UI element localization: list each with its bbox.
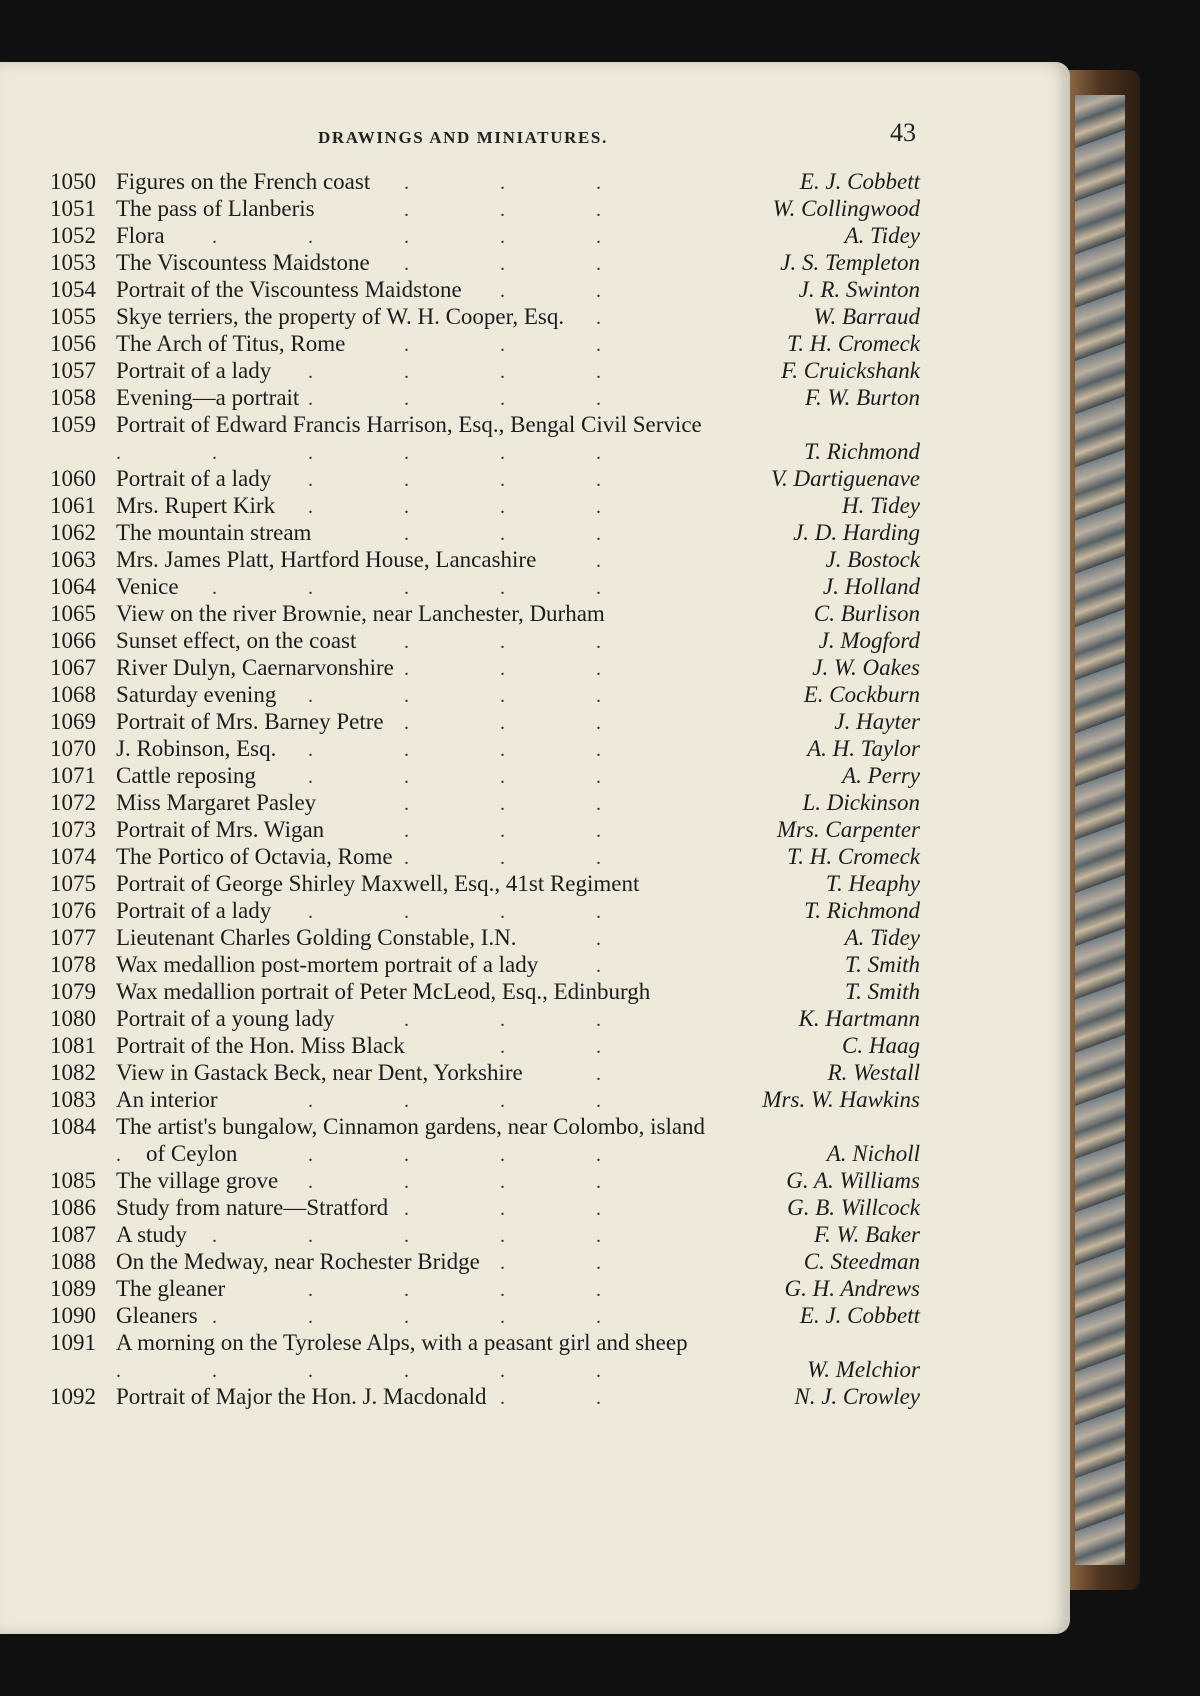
- catalogue-entry: [50, 411, 920, 438]
- marbled-edge: [1075, 95, 1125, 1565]
- catalogue-entry: [50, 303, 920, 330]
- entry-artist: J. S. Templeton: [772, 249, 920, 276]
- catalogue-entry: [50, 546, 920, 573]
- entry-number: 1083: [50, 1087, 96, 1112]
- catalogue-entry: [50, 330, 920, 357]
- running-title: DRAWINGS AND MINIATURES.: [318, 128, 608, 147]
- entry-title: View in Gastack Beck, near Dent, Yorkshire: [116, 1059, 529, 1086]
- catalogue-entry: [50, 492, 920, 519]
- entry-artist: J. Hayter: [826, 708, 920, 735]
- entry-artist: J. Holland: [815, 573, 920, 600]
- catalogue-entry: [50, 573, 920, 600]
- entry-title: Gleaners: [116, 1302, 204, 1329]
- entry-number: 1072: [50, 790, 96, 815]
- entry-title: A morning on the Tyrolese Alps, with a peasant girl and sheep: [116, 1329, 694, 1356]
- dot-leaders: [116, 438, 690, 467]
- catalogue-entry: [50, 1032, 920, 1059]
- entry-number: 1078: [50, 952, 96, 977]
- catalogue-entry: [50, 1383, 920, 1410]
- dot-leaders: [116, 222, 690, 251]
- entry-number: 1082: [50, 1060, 96, 1085]
- catalogue-entry: [50, 1167, 920, 1194]
- entry-artist: C. Burlison: [806, 600, 920, 627]
- entry-artist: V. Dartiguenave: [763, 465, 920, 492]
- catalogue-entry: [50, 654, 920, 681]
- entry-number: 1081: [50, 1033, 96, 1058]
- entry-title: The Arch of Titus, Rome: [116, 330, 351, 357]
- catalogue-entry: [50, 600, 920, 627]
- entry-title: Evening—a portrait: [116, 384, 305, 411]
- entry-artist: A. Tidey: [837, 924, 920, 951]
- entry-artist: T. Smith: [837, 978, 920, 1005]
- entry-number: 1057: [50, 358, 96, 383]
- entry-title: Lieutenant Charles Golding Constable, I.N.: [116, 924, 523, 951]
- entry-number: 1087: [50, 1222, 96, 1247]
- catalogue-entry-continuation: [50, 1140, 920, 1167]
- entry-artist: F. W. Baker: [806, 1221, 920, 1248]
- entry-number: 1056: [50, 331, 96, 356]
- catalogue-entry: [50, 1113, 920, 1140]
- entry-title: The Viscountess Maidstone: [116, 249, 376, 276]
- entry-number: 1079: [50, 979, 96, 1004]
- entry-artist: E. Cockburn: [796, 681, 920, 708]
- catalogue-entry: [50, 249, 920, 276]
- entry-artist: A. H. Taylor: [799, 735, 920, 762]
- catalogue-entry: [50, 384, 920, 411]
- entry-artist: T. Heaphy: [818, 870, 920, 897]
- catalogue-entry: [50, 276, 920, 303]
- entry-title: Portrait of Mrs. Barney Petre: [116, 708, 390, 735]
- catalogue-entry: [50, 708, 920, 735]
- entry-number: 1086: [50, 1195, 96, 1220]
- entry-number: 1065: [50, 601, 96, 626]
- catalogue-entry: [50, 1248, 920, 1275]
- catalogue-entry: [50, 735, 920, 762]
- catalogue-entry: [50, 789, 920, 816]
- entry-title: The Portico of Octavia, Rome: [116, 843, 399, 870]
- dot-leaders: [116, 1221, 690, 1250]
- entry-title: Portrait of the Hon. Miss Black: [116, 1032, 411, 1059]
- catalogue-entry: [50, 1329, 920, 1356]
- entry-artist: G. A. Williams: [778, 1167, 920, 1194]
- entry-artist: T. Richmond: [796, 438, 920, 465]
- entry-artist: A. Nicholl: [819, 1140, 920, 1167]
- entry-artist: G. B. Willcock: [779, 1194, 920, 1221]
- entry-title: Portrait of Major the Hon. J. Macdonald: [116, 1383, 492, 1410]
- catalogue-entry: [50, 1221, 920, 1248]
- catalogue-entry: [50, 1059, 920, 1086]
- entry-number: 1092: [50, 1384, 96, 1409]
- entry-number: 1059: [50, 412, 96, 437]
- entry-number: 1069: [50, 709, 96, 734]
- entry-title: The village grove: [116, 1167, 284, 1194]
- entry-number: 1064: [50, 574, 96, 599]
- entry-artist: W. Barraud: [806, 303, 921, 330]
- entry-artist: G. H. Andrews: [777, 1275, 920, 1302]
- entry-number: 1061: [50, 493, 96, 518]
- entry-number: 1084: [50, 1114, 96, 1139]
- catalogue-entry: [50, 168, 920, 195]
- dot-leaders: [116, 573, 690, 602]
- entry-number: 1080: [50, 1006, 96, 1031]
- catalogue-entry: [50, 897, 920, 924]
- catalogue-entry: [50, 978, 920, 1005]
- catalogue-entry: [50, 465, 920, 492]
- entry-title: Portrait of Mrs. Wigan: [116, 816, 330, 843]
- page-number: 43: [890, 118, 916, 147]
- catalogue-entry: [50, 1302, 920, 1329]
- entry-title: Mrs. James Platt, Hartford House, Lancashire: [116, 546, 542, 573]
- entry-artist: J. W. Oakes: [804, 654, 920, 681]
- entry-number: 1090: [50, 1303, 96, 1328]
- entry-artist: A. Tidey: [837, 222, 920, 249]
- entry-artist: W. Melchior: [799, 1356, 920, 1383]
- entry-title: Flora: [116, 222, 171, 249]
- entry-number: 1050: [50, 169, 96, 194]
- entry-title: Portrait of a lady: [116, 357, 277, 384]
- catalogue-entry: [50, 816, 920, 843]
- entry-number: 1091: [50, 1330, 96, 1355]
- entry-artist: J. Mogford: [811, 627, 920, 654]
- entry-number: 1052: [50, 223, 96, 248]
- entry-artist: T. Richmond: [796, 897, 920, 924]
- catalogue-entry-continuation: [50, 1356, 920, 1383]
- catalogue-entry: [50, 627, 920, 654]
- entry-number: 1077: [50, 925, 96, 950]
- entry-artist: C. Steedman: [796, 1248, 920, 1275]
- entry-title: Miss Margaret Pasley: [116, 789, 322, 816]
- entry-number: 1058: [50, 385, 96, 410]
- entry-number: 1088: [50, 1249, 96, 1274]
- entry-artist: W. Collingwood: [765, 195, 920, 222]
- entry-title: River Dulyn, Caernarvonshire: [116, 654, 400, 681]
- entry-title: Saturday evening: [116, 681, 282, 708]
- entry-number: 1062: [50, 520, 96, 545]
- entry-artist: T. Smith: [837, 951, 920, 978]
- entry-artist: F. Cruickshank: [773, 357, 920, 384]
- entry-title: Portrait of George Shirley Maxwell, Esq., 41st Regiment: [116, 870, 645, 897]
- entry-title: Portrait of a young lady: [116, 1005, 340, 1032]
- entry-title: Venice: [116, 573, 185, 600]
- entry-artist: H. Tidey: [834, 492, 920, 519]
- catalogue-entry: [50, 924, 920, 951]
- entry-title: Figures on the French coast: [116, 168, 376, 195]
- entry-artist: A. Perry: [834, 762, 920, 789]
- entry-title: Wax medallion post-mortem portrait of a lady: [116, 951, 544, 978]
- entry-number: 1076: [50, 898, 96, 923]
- entry-artist: L. Dickinson: [794, 789, 920, 816]
- catalogue-entry: [50, 195, 920, 222]
- entry-artist: Mrs. Carpenter: [769, 816, 920, 843]
- catalogue-entry: [50, 681, 920, 708]
- catalogue-entry: [50, 519, 920, 546]
- entry-title: The pass of Llanberis: [116, 195, 321, 222]
- entry-title: Skye terriers, the property of W. H. Cooper, Esq.: [116, 303, 570, 330]
- entry-number: 1073: [50, 817, 96, 842]
- entry-number: 1068: [50, 682, 96, 707]
- catalogue-entry: [50, 843, 920, 870]
- entry-artist: C. Haag: [834, 1032, 920, 1059]
- catalogue-entries: [50, 168, 920, 1410]
- catalogue-entry: [50, 222, 920, 249]
- entry-title: Wax medallion portrait of Peter McLeod, Esq., Edinburgh: [116, 978, 656, 1005]
- entry-artist: T. H. Cromeck: [779, 330, 920, 357]
- entry-number: 1089: [50, 1276, 96, 1301]
- catalogue-entry: [50, 357, 920, 384]
- entry-artist: K. Hartmann: [791, 1005, 920, 1032]
- entry-title: View on the river Brownie, near Lanchester, Durham: [116, 600, 611, 627]
- entry-artist: R. Westall: [820, 1059, 920, 1086]
- entry-number: 1070: [50, 736, 96, 761]
- entry-number: 1054: [50, 277, 96, 302]
- entry-title: A study: [116, 1221, 193, 1248]
- entry-title: Portrait of a lady: [116, 465, 277, 492]
- entry-title: Portrait of Edward Francis Harrison, Esq., Bengal Civil Service: [116, 411, 708, 438]
- entry-title: The mountain stream: [116, 519, 317, 546]
- entry-title: Cattle reposing: [116, 762, 262, 789]
- entry-number: 1053: [50, 250, 96, 275]
- entry-artist: T. H. Cromeck: [779, 843, 920, 870]
- entry-artist: E. J. Cobbett: [792, 1302, 920, 1329]
- catalogue-entry-continuation: [50, 438, 920, 465]
- entry-number: 1060: [50, 466, 96, 491]
- entry-artist: E. J. Cobbett: [792, 168, 920, 195]
- entry-artist: J. Bostock: [817, 546, 920, 573]
- entry-title: The artist's bungalow, Cinnamon gardens, near Colombo, island: [116, 1113, 711, 1140]
- entry-number: 1063: [50, 547, 96, 572]
- entry-artist: F. W. Burton: [797, 384, 920, 411]
- catalogue-entry: [50, 951, 920, 978]
- entry-number: 1066: [50, 628, 96, 653]
- entry-title: of Ceylon: [146, 1140, 243, 1167]
- entry-artist: N. J. Crowley: [786, 1383, 920, 1410]
- entry-artist: J. D. Harding: [785, 519, 920, 546]
- entry-title: Sunset effect, on the coast: [116, 627, 362, 654]
- entry-title: The gleaner: [116, 1275, 231, 1302]
- entry-title: An interior: [116, 1086, 224, 1113]
- entry-number: 1071: [50, 763, 96, 788]
- catalogue-entry: [50, 1194, 920, 1221]
- entry-number: 1067: [50, 655, 96, 680]
- entry-number: 1055: [50, 304, 96, 329]
- entry-title: Mrs. Rupert Kirk: [116, 492, 281, 519]
- entry-title: J. Robinson, Esq.: [116, 735, 282, 762]
- entry-number: 1074: [50, 844, 96, 869]
- catalogue-entry: [50, 1005, 920, 1032]
- catalogue-entry: [50, 870, 920, 897]
- catalogue-entry: [50, 1275, 920, 1302]
- page-header: [0, 118, 1070, 158]
- entry-number: 1051: [50, 196, 96, 221]
- entry-title: Portrait of the Viscountess Maidstone: [116, 276, 468, 303]
- catalogue-entry: [50, 1086, 920, 1113]
- entry-title: Portrait of a lady: [116, 897, 277, 924]
- entry-title: Study from nature—Stratford: [116, 1194, 394, 1221]
- dot-leaders: [116, 1356, 690, 1385]
- entry-artist: Mrs. W. Hawkins: [754, 1086, 920, 1113]
- entry-artist: J. R. Swinton: [791, 276, 920, 303]
- entry-title: On the Medway, near Rochester Bridge: [116, 1248, 486, 1275]
- entry-number: 1075: [50, 871, 96, 896]
- entry-number: 1085: [50, 1168, 96, 1193]
- catalogue-entry: [50, 762, 920, 789]
